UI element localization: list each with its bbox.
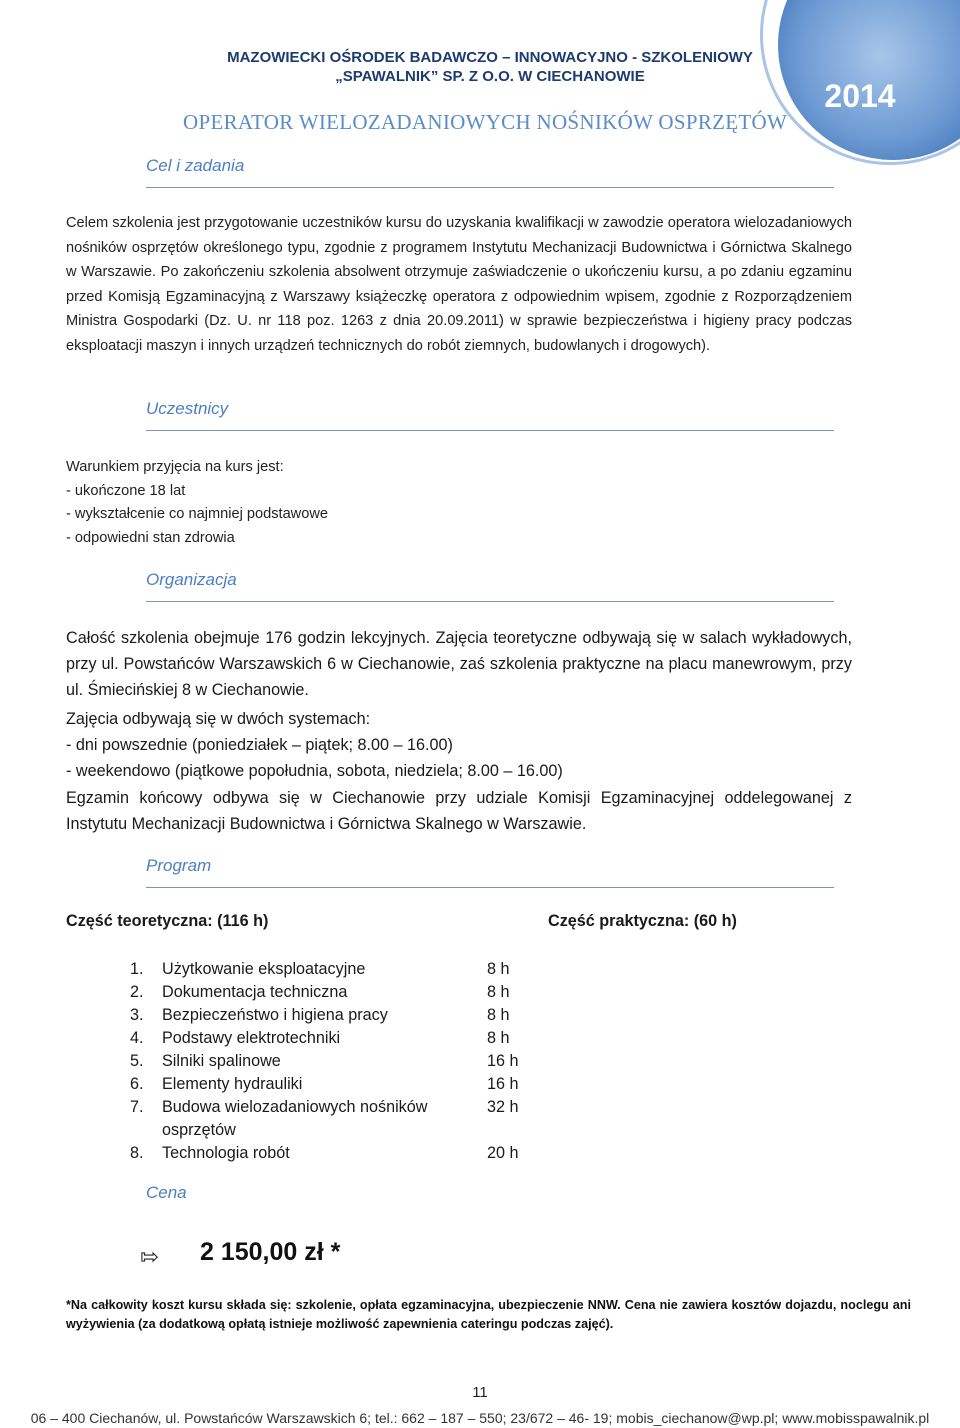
participants-list [66,456,328,550]
program-row [130,1142,547,1165]
program-row-hours: 8 h [487,960,510,978]
program-row-hours: 32 h [487,1098,519,1116]
program-row-hours: 8 h [487,1006,510,1024]
theory-label: Część teoretyczna: (116 h) [66,912,269,930]
program-row-subject: Dokumentacja techniczna [162,983,348,1001]
program-row-number: 1. [130,960,144,978]
program-row-number: 6. [130,1075,144,1093]
program-row [130,1096,547,1142]
program-row-subject: Silniki spalinowe [162,1052,281,1070]
course-title: OPERATOR WIELOZADANIOWYCH NOŚNIKÓW OSPRZĘTÓW [183,110,788,134]
program-row [130,1027,547,1050]
participants-requirement: - odpowiedni stan zdrowia [66,529,235,546]
program-row-subject: Technologia robót [162,1144,290,1162]
goal-paragraph: Celem szkolenia jest przygotowanie uczestników kursu do uzyskania kwalifikacji w zawodzie operatora wielozadaniowych nośników osprzętów określonego typu, zgodnie z programem Instytutu Mechanizacji Budownictwa i Górnictwa Skalnego w Warszawie. Po zakończeniu szkolenia absolwent otrzymuje zaświadczenie o ukończeniu kursu, a po zdaniu egzaminu przed Komisją Egzaminacyjną z Warszawy książeczkę operatora z odpowiednim wpisem, zgodnie z Rozporządzeniem Ministra Gospodarki (Dz. U. nr 118 poz. 1263 z dnia 20.09.2011) w sprawie bezpieczeństwa i higieny pracy podczas eksploatacji maszyn i innych urządzeń technicznych do robót ziemnych, budowlanych i drogowych). [66,215,852,354]
schedule-option: - dni powszednie (poniedziałek – piątek; 8.00 – 16.00) [66,736,453,754]
arrow-icon: ⇰ [140,1244,159,1269]
program-row-number: 5. [130,1052,144,1070]
section-divider [146,430,834,431]
program-row-subject: Bezpieczeństwo i higiena pracy [162,1006,388,1024]
section-divider [146,601,834,602]
program-row-hours: 16 h [487,1075,519,1093]
program-row-number: 8. [130,1144,144,1162]
section-divider [146,887,834,888]
participants-intro: Warunkiem przyjęcia na kurs jest: [66,459,284,475]
program-row-hours: 8 h [487,983,510,1001]
program-row [130,958,547,981]
program-row [130,1073,547,1096]
organization-name-line1: MAZOWIECKI OŚRODEK BADAWCZO – INNOWACYJNO - SZKOLENIOWY [227,49,753,66]
program-row-subject: Budowa wielozadaniowych nośników osprzętów [162,1098,428,1139]
section-heading-participants: Uczestnicy [146,399,229,418]
participants-requirement: - ukończone 18 lat [66,482,186,499]
program-row-number: 3. [130,1006,144,1024]
year-label: 2014 [824,78,896,114]
section-heading-organization: Organizacja [146,570,237,589]
page-number: 11 [472,1384,488,1401]
program-row-subject: Elementy hydrauliki [162,1075,303,1093]
organization-name [190,48,790,86]
program-row-number: 7. [130,1098,144,1116]
section-heading-program: Program [146,856,212,875]
program-row-hours: 8 h [487,1029,510,1047]
section-divider [146,187,834,188]
organization-paragraph: Całość szkolenia obejmuje 176 godzin lekcyjnych. Zajęcia teoretyczne odbywają się w salach wykładowych, przy ul. Powstańców Warszawskich 6 w Ciechanowie, zaś szkolenia praktyczne na placu manewrowym, przy ul. Śmiecińskiej 8 w Ciechanowie. [66,629,852,699]
program-row-number: 4. [130,1029,144,1047]
price-note: *Na całkowity koszt kursu składa się: szkolenie, opłata egzaminacyjna, ubezpieczenie NNW. Cena nie zawiera kosztów dojazdu, noclegu ani wyżywienia (za dodatkową opłatą istnieje możliwość zapewnienia cateringu podczas zajęć). [66,1298,911,1331]
participants-requirement: - wykształcenie co najmniej podstawowe [66,506,328,522]
program-row-hours: 16 h [487,1052,519,1070]
program-row [130,1004,547,1027]
footer-contact: 06 – 400 Ciechanów, ul. Powstańców Warszawskich 6; tel.: 662 – 187 – 550; 23/672 – 46- 19; mobis_ciechanow@wp.pl; www.mobisspawalnik.pl [30,1410,930,1426]
program-row-number: 2. [130,983,144,1001]
program-row-subject: Użytkowanie eksploatacyjne [162,960,366,978]
organization-name-line2: „SPAWALNIK” SP. Z O.O. W CIECHANOWIE [335,68,645,85]
exam-paragraph: Egzamin końcowy odbywa się w Ciechanowie przy udziale Komisji Egzaminacyjnej oddelegowanej z Instytutu Mechanizacji Budownictwa i Górnictwa Skalnego w Warszawie. [66,789,852,833]
program-row [130,1050,547,1073]
section-heading-price: Cena [146,1183,187,1202]
price-amount: 2 150,00 zł * [200,1238,341,1266]
program-row-subject: Podstawy elektrotechniki [162,1029,341,1047]
program-row [130,981,547,1004]
program-table [130,958,547,1165]
program-row-hours: 20 h [487,1144,519,1162]
schedule-intro: Zajęcia odbywają się w dwóch systemach: [66,710,371,728]
schedule-option: - weekendowo (piątkowe popołudnia, sobota, niedziela; 8.00 – 16.00) [66,762,563,780]
organization-schedule [66,706,866,784]
section-heading-goal: Cel i zadania [146,156,245,175]
practice-label: Część praktyczna: (60 h) [548,912,737,930]
